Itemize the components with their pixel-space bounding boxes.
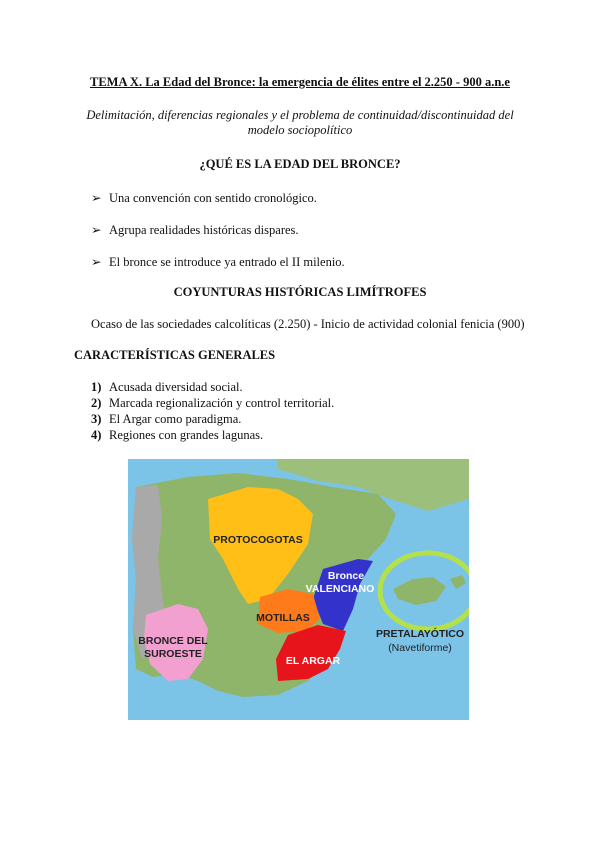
label-suroeste: SUROESTE [144, 648, 202, 660]
bullet-text: El bronce se introduce ya entrado el II milenio. [109, 255, 345, 269]
coyunturas-text: Ocaso de las sociedades calcolíticas (2.250) - Inicio de actividad colonial fenicia (900) [91, 317, 525, 331]
label-protocogotas: PROTOCOGOTAS [213, 534, 303, 546]
section-heading-caracteristicas: CARACTERÍSTICAS GENERALES [74, 348, 276, 362]
map-svg [128, 459, 469, 720]
list-item: 1) Acusada diversidad social. [91, 380, 243, 394]
document-subtitle: Delimitación, diferencias regionales y el problema de continuidad/discontinuidad del modelo sociopolítico [86, 108, 514, 137]
section-heading-que-es: ¿QUÉ ES LA EDAD DEL BRONCE? [199, 157, 401, 171]
arrow-bullet-icon: ➢ [91, 255, 102, 269]
bronze-age-iberia-map [128, 459, 469, 720]
label-bronce: Bronce [327, 570, 365, 582]
bullet-item [91, 254, 345, 270]
bullet-item [91, 222, 299, 238]
numbered-list [91, 380, 334, 444]
label-el-argar: EL ARGAR [285, 655, 341, 667]
label-navetiforme: (Navetiforme) [388, 642, 452, 654]
label-valenciano: VALENCIANO [305, 583, 375, 595]
section-heading-coyunturas: COYUNTURAS HISTÓRICAS LIMÍTROFES [173, 285, 427, 299]
bullet-text: Una convención con sentido cronológico. [109, 191, 317, 205]
motillas-region [258, 589, 320, 633]
document-title: TEMA X. La Edad del Bronce: la emergencia de élites entre el 2.250 - 900 a.n.e [90, 75, 510, 89]
bullet-item [91, 190, 317, 206]
label-pretalayotico: PRETALAYÓTICO [375, 628, 465, 640]
label-bronce-del: BRONCE DEL [138, 635, 208, 647]
list-item: 2) Marcada regionalización y control territorial. [91, 396, 335, 410]
list-item: 4) Regiones con grandes lagunas. [91, 428, 264, 442]
arrow-bullet-icon: ➢ [91, 191, 102, 205]
bullet-text: Agrupa realidades históricas dispares. [109, 223, 299, 237]
list-item: 3) El Argar como paradigma. [91, 412, 242, 426]
arrow-bullet-icon: ➢ [91, 223, 102, 237]
label-motillas: MOTILLAS [256, 612, 310, 624]
